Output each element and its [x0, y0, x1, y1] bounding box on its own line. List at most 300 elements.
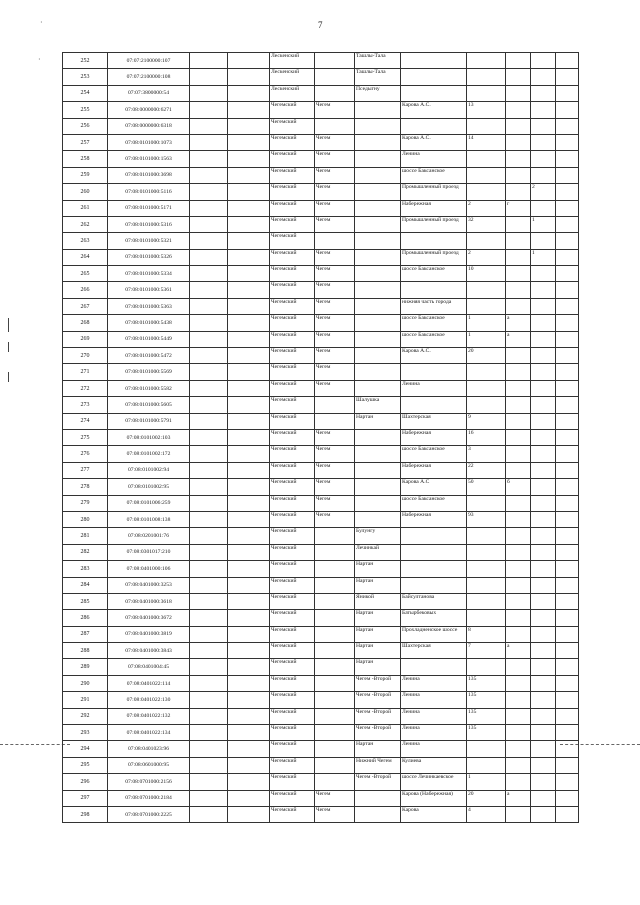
letter-cell [506, 102, 531, 118]
row-number: 277 [63, 462, 108, 478]
cadastral-number: 07:08:0101000:5363 [108, 298, 190, 314]
letter-cell [506, 462, 531, 478]
city-cell: Чегем [315, 331, 355, 347]
settlement-cell: Яникой [355, 593, 401, 609]
cadastral-number: 07:08:0101002:95 [108, 479, 190, 495]
city-cell [315, 69, 355, 85]
district-cell: Чегемский [270, 266, 315, 282]
district-cell: Чегемский [270, 577, 315, 593]
extra-number-cell [531, 53, 556, 69]
house-number-cell: 1 [467, 774, 506, 790]
extra-number-cell [531, 315, 556, 331]
row-number: 254 [63, 85, 108, 101]
empty-cell [228, 790, 270, 806]
extra-number-cell [531, 692, 556, 708]
city-cell [315, 643, 355, 659]
settlement-cell: Булунгу [355, 528, 401, 544]
street-cell: Ленина [401, 380, 467, 396]
settlement-cell: Нартан [355, 643, 401, 659]
letter-cell [506, 397, 531, 413]
extra-number-cell [531, 643, 556, 659]
empty-cell [190, 200, 228, 216]
district-cell: Чегемский [270, 315, 315, 331]
empty-cell [228, 364, 270, 380]
district-cell: Чегемский [270, 757, 315, 773]
empty-cell [190, 134, 228, 150]
letter-cell [506, 593, 531, 609]
empty-cell [228, 544, 270, 560]
district-cell: Чегемский [270, 118, 315, 134]
cadastral-number: 07:07:2100000:108 [108, 69, 190, 85]
street-cell [401, 577, 467, 593]
cadastral-number: 07:08:0101000:5361 [108, 282, 190, 298]
street-cell: шоссе Баксанское [401, 266, 467, 282]
letter-cell [506, 692, 531, 708]
empty-cell [228, 233, 270, 249]
empty-cell [556, 53, 579, 69]
empty-cell [228, 184, 270, 200]
scan-speck: · [38, 55, 41, 64]
district-cell: Чегемский [270, 134, 315, 150]
house-number-cell [467, 577, 506, 593]
house-number-cell [467, 741, 506, 757]
extra-number-cell [531, 479, 556, 495]
city-cell [315, 397, 355, 413]
settlement-cell: Пседыгну [355, 85, 401, 101]
empty-cell [228, 708, 270, 724]
extra-number-cell [531, 708, 556, 724]
table-row [63, 331, 579, 347]
empty-cell [556, 233, 579, 249]
table-row [63, 462, 579, 478]
city-cell: Чегем [315, 364, 355, 380]
settlement-cell [355, 134, 401, 150]
table-row [63, 380, 579, 396]
table-row [63, 266, 579, 282]
extra-number-cell [531, 364, 556, 380]
empty-cell [228, 561, 270, 577]
empty-cell [556, 118, 579, 134]
empty-cell [556, 446, 579, 462]
row-number: 268 [63, 315, 108, 331]
extra-number-cell: 1 [531, 216, 556, 232]
extra-number-cell [531, 446, 556, 462]
extra-number-cell [531, 134, 556, 150]
city-cell: Чегем [315, 348, 355, 364]
empty-cell [556, 429, 579, 445]
district-cell: Чегемский [270, 233, 315, 249]
street-cell [401, 528, 467, 544]
empty-cell [228, 282, 270, 298]
letter-cell: а [506, 643, 531, 659]
settlement-cell [355, 511, 401, 527]
cadastral-number: 07:08:0101000:1563 [108, 151, 190, 167]
street-cell: Карова [401, 806, 467, 822]
row-number: 276 [63, 446, 108, 462]
table-row [63, 413, 579, 429]
table-row [63, 692, 579, 708]
settlement-cell: Нартан [355, 561, 401, 577]
row-number: 255 [63, 102, 108, 118]
empty-cell [190, 315, 228, 331]
settlement-cell: Чегем -Второй [355, 774, 401, 790]
city-cell: Чегем [315, 462, 355, 478]
settlement-cell: Чегем -Второй [355, 725, 401, 741]
empty-cell [228, 53, 270, 69]
extra-number-cell [531, 790, 556, 806]
empty-cell [556, 692, 579, 708]
street-cell [401, 233, 467, 249]
city-cell [315, 118, 355, 134]
empty-cell [228, 446, 270, 462]
street-cell: шоссе Баксанское [401, 331, 467, 347]
settlement-cell [355, 429, 401, 445]
row-number: 266 [63, 282, 108, 298]
district-cell: Чегемский [270, 397, 315, 413]
scan-margin-mark [8, 342, 9, 352]
house-number-cell: 13 [467, 102, 506, 118]
scan-speck: · [40, 18, 43, 27]
street-cell: Набережная [401, 429, 467, 445]
register-table [62, 52, 579, 823]
cadastral-number: 07:08:0701000:2156 [108, 774, 190, 790]
empty-cell [556, 708, 579, 724]
settlement-cell [355, 282, 401, 298]
district-cell: Чегемский [270, 167, 315, 183]
cadastral-number: 07:08:0401022:114 [108, 675, 190, 691]
extra-number-cell [531, 577, 556, 593]
table-row [63, 233, 579, 249]
extra-number-cell [531, 429, 556, 445]
cadastral-number: 07:08:0101000:5171 [108, 200, 190, 216]
row-number: 285 [63, 593, 108, 609]
street-cell [401, 53, 467, 69]
empty-cell [228, 85, 270, 101]
empty-cell [228, 626, 270, 642]
empty-cell [228, 479, 270, 495]
row-number: 292 [63, 708, 108, 724]
street-cell [401, 364, 467, 380]
extra-number-cell [531, 626, 556, 642]
district-cell: Чегемский [270, 298, 315, 314]
letter-cell [506, 249, 531, 265]
district-cell: Чегемский [270, 561, 315, 577]
empty-cell [556, 561, 579, 577]
street-cell [401, 544, 467, 560]
table-row [63, 85, 579, 101]
cadastral-number: 07:08:0401000:3672 [108, 610, 190, 626]
empty-cell [556, 184, 579, 200]
row-number: 293 [63, 725, 108, 741]
settlement-cell [355, 200, 401, 216]
cadastral-number: 07:08:0401022:134 [108, 725, 190, 741]
table-row [63, 528, 579, 544]
empty-cell [556, 643, 579, 659]
district-cell: Чегемский [270, 725, 315, 741]
street-cell: Батырбековых [401, 610, 467, 626]
empty-cell [556, 790, 579, 806]
empty-cell [190, 675, 228, 691]
row-number: 258 [63, 151, 108, 167]
house-number-cell: 7 [467, 643, 506, 659]
table-row [63, 626, 579, 642]
row-number: 263 [63, 233, 108, 249]
extra-number-cell [531, 511, 556, 527]
house-number-cell: 1 [467, 331, 506, 347]
city-cell [315, 741, 355, 757]
empty-cell [556, 741, 579, 757]
empty-cell [228, 741, 270, 757]
table-row [63, 216, 579, 232]
empty-cell [228, 659, 270, 675]
cadastral-number: 07:08:0101002:103 [108, 429, 190, 445]
cadastral-number: 07:08:0101000:5116 [108, 184, 190, 200]
table-row [63, 118, 579, 134]
street-cell: шоссе Баксанское [401, 495, 467, 511]
district-cell: Чегемский [270, 479, 315, 495]
letter-cell: б [506, 479, 531, 495]
extra-number-cell [531, 774, 556, 790]
row-number: 290 [63, 675, 108, 691]
district-cell: Чегемский [270, 741, 315, 757]
empty-cell [190, 626, 228, 642]
district-cell: Чегемский [270, 282, 315, 298]
house-number-cell [467, 118, 506, 134]
house-number-cell: 16 [467, 429, 506, 445]
empty-cell [190, 462, 228, 478]
letter-cell [506, 741, 531, 757]
letter-cell [506, 53, 531, 69]
letter-cell [506, 806, 531, 822]
row-number: 289 [63, 659, 108, 675]
table-row [63, 249, 579, 265]
city-cell: Чегем [315, 429, 355, 445]
empty-cell [190, 511, 228, 527]
letter-cell [506, 364, 531, 380]
extra-number-cell [531, 593, 556, 609]
cadastral-number: 07:08:0201001:76 [108, 528, 190, 544]
cadastral-number: 07:08:0101000:5334 [108, 266, 190, 282]
street-cell: Ленина [401, 151, 467, 167]
cadastral-number: 07:08:0601000:95 [108, 757, 190, 773]
table-row [63, 315, 579, 331]
city-cell [315, 626, 355, 642]
house-number-cell: 8 [467, 626, 506, 642]
cadastral-number: 07:08:0101000:3698 [108, 167, 190, 183]
empty-cell [556, 200, 579, 216]
district-cell: Чегемский [270, 331, 315, 347]
table-row [63, 429, 579, 445]
street-cell: Набережная [401, 200, 467, 216]
row-number: 279 [63, 495, 108, 511]
city-cell: Чегем [315, 249, 355, 265]
empty-cell [228, 462, 270, 478]
empty-cell [190, 118, 228, 134]
street-cell: шоссе Баксанское [401, 167, 467, 183]
district-cell: Чегемский [270, 675, 315, 691]
table-row [63, 544, 579, 560]
table-row [63, 757, 579, 773]
district-cell: Лескенский [270, 85, 315, 101]
city-cell [315, 610, 355, 626]
row-number: 278 [63, 479, 108, 495]
city-cell [315, 757, 355, 773]
house-number-cell: 93 [467, 511, 506, 527]
empty-cell [556, 151, 579, 167]
district-cell: Чегемский [270, 692, 315, 708]
row-number: 274 [63, 413, 108, 429]
empty-cell [190, 544, 228, 560]
table-row [63, 495, 579, 511]
street-cell: Ленина [401, 675, 467, 691]
empty-cell [556, 757, 579, 773]
empty-cell [556, 610, 579, 626]
table-row [63, 69, 579, 85]
row-number: 257 [63, 134, 108, 150]
city-cell [315, 85, 355, 101]
table-row [63, 282, 579, 298]
empty-cell [190, 708, 228, 724]
extra-number-cell [531, 544, 556, 560]
extra-number-cell [531, 561, 556, 577]
cadastral-number: 07:08:0101000:5326 [108, 249, 190, 265]
settlement-cell: Ташлы-Тала [355, 69, 401, 85]
letter-cell [506, 725, 531, 741]
row-number: 291 [63, 692, 108, 708]
settlement-cell [355, 380, 401, 396]
house-number-cell: 135 [467, 692, 506, 708]
district-cell: Лескенский [270, 53, 315, 69]
empty-cell [556, 364, 579, 380]
empty-cell [190, 331, 228, 347]
empty-cell [556, 397, 579, 413]
settlement-cell: Чегем -Второй [355, 692, 401, 708]
city-cell: Чегем [315, 380, 355, 396]
cadastral-number: 07:08:0401000:3253 [108, 577, 190, 593]
empty-cell [190, 151, 228, 167]
empty-cell [190, 561, 228, 577]
empty-cell [556, 675, 579, 691]
empty-cell [190, 397, 228, 413]
house-number-cell: 135 [467, 675, 506, 691]
empty-cell [190, 429, 228, 445]
cadastral-number: 07:08:0101000:5791 [108, 413, 190, 429]
row-number: 270 [63, 348, 108, 364]
empty-cell [228, 577, 270, 593]
city-cell [315, 593, 355, 609]
cadastral-number: 07:08:0101008:138 [108, 511, 190, 527]
empty-cell [190, 85, 228, 101]
empty-cell [556, 315, 579, 331]
house-number-cell [467, 561, 506, 577]
empty-cell [556, 167, 579, 183]
empty-cell [556, 544, 579, 560]
district-cell: Чегемский [270, 348, 315, 364]
cadastral-number: 07:08:0101006:259 [108, 495, 190, 511]
empty-cell [556, 134, 579, 150]
row-number: 273 [63, 397, 108, 413]
table-row [63, 167, 579, 183]
empty-cell [190, 233, 228, 249]
district-cell: Чегемский [270, 593, 315, 609]
scan-margin-mark [8, 372, 9, 382]
extra-number-cell [531, 610, 556, 626]
empty-cell [556, 774, 579, 790]
letter-cell [506, 282, 531, 298]
letter-cell [506, 151, 531, 167]
city-cell: Чегем [315, 479, 355, 495]
empty-cell [228, 298, 270, 314]
row-number: 271 [63, 364, 108, 380]
settlement-cell [355, 446, 401, 462]
letter-cell: а [506, 790, 531, 806]
house-number-cell: 3 [467, 446, 506, 462]
city-cell: Чегем [315, 806, 355, 822]
page-number: 7 [318, 20, 323, 30]
empty-cell [556, 659, 579, 675]
settlement-cell [355, 315, 401, 331]
table-row [63, 446, 579, 462]
city-cell [315, 774, 355, 790]
extra-number-cell [531, 200, 556, 216]
empty-cell [228, 429, 270, 445]
district-cell: Чегемский [270, 200, 315, 216]
letter-cell [506, 577, 531, 593]
empty-cell [228, 200, 270, 216]
empty-cell [556, 282, 579, 298]
empty-cell [556, 495, 579, 511]
empty-cell [190, 659, 228, 675]
table-row [63, 774, 579, 790]
empty-cell [190, 495, 228, 511]
empty-cell [190, 380, 228, 396]
settlement-cell [355, 266, 401, 282]
letter-cell [506, 216, 531, 232]
row-number: 281 [63, 528, 108, 544]
empty-cell [556, 725, 579, 741]
extra-number-cell [531, 675, 556, 691]
house-number-cell [467, 69, 506, 85]
street-cell: Ленина [401, 708, 467, 724]
table-row [63, 610, 579, 626]
row-number: 284 [63, 577, 108, 593]
cadastral-number: 07:08:0101000:1073 [108, 134, 190, 150]
settlement-cell: Чегем -Второй [355, 675, 401, 691]
city-cell: Чегем [315, 102, 355, 118]
cadastral-number: 07:08:0101000:5582 [108, 380, 190, 396]
table-row [63, 659, 579, 675]
empty-cell [190, 53, 228, 69]
house-number-cell [467, 233, 506, 249]
table-row [63, 298, 579, 314]
settlement-cell [355, 462, 401, 478]
row-number: 288 [63, 643, 108, 659]
empty-cell [190, 364, 228, 380]
street-cell: Прохладненское шоссе [401, 626, 467, 642]
letter-cell [506, 134, 531, 150]
empty-cell [228, 610, 270, 626]
row-number: 264 [63, 249, 108, 265]
city-cell: Чегем [315, 315, 355, 331]
empty-cell [190, 610, 228, 626]
cadastral-number: 07:08:0401000:3819 [108, 626, 190, 642]
row-number: 298 [63, 806, 108, 822]
empty-cell [228, 69, 270, 85]
letter-cell [506, 561, 531, 577]
house-number-cell [467, 380, 506, 396]
empty-cell [228, 249, 270, 265]
table-row [63, 790, 579, 806]
